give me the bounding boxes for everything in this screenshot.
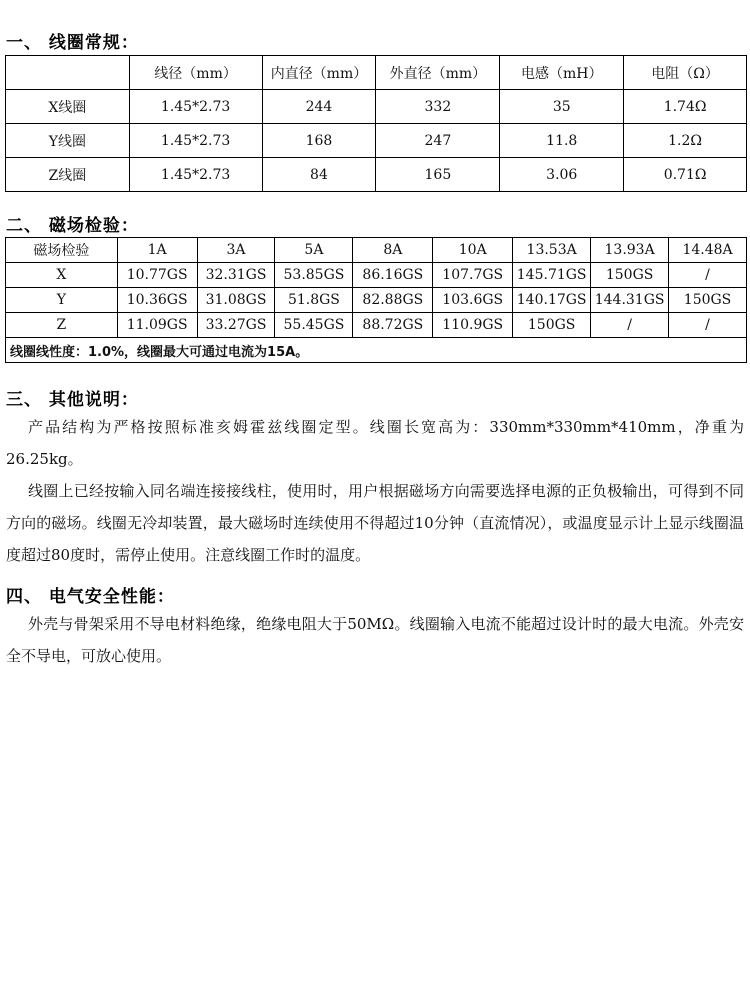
table-cell: 86.16GS: [353, 263, 433, 288]
table-cell: 1.74Ω: [624, 90, 747, 124]
section3-heading: 三、 其他说明：: [6, 390, 139, 410]
section4-paragraph-1: 外壳与骨架采用不导电材料绝缘，绝缘电阻大于50MΩ。线圈输入电流不能超过设计时的最大电流。外壳安全不导电，可放心使用。: [6, 615, 744, 665]
section1-heading: 一、 线圈常规：: [6, 33, 139, 53]
row-label-cell: X线圈: [6, 90, 130, 124]
linearity-note: 线圈线性度：1.0%，线圈最大可通过电流为15A。: [6, 338, 747, 363]
table-row: [6, 124, 747, 158]
header-cell: 13.53A: [513, 238, 591, 263]
table-cell: 11.8: [500, 124, 624, 158]
header-cell: 内直径（mm）: [262, 56, 376, 90]
row-label-cell: Z线圈: [6, 158, 130, 192]
table-row: [6, 263, 747, 288]
header-cell: [6, 56, 130, 90]
table-note-row: [6, 338, 747, 363]
table-cell: 35: [500, 90, 624, 124]
table-cell: 1.2Ω: [624, 124, 747, 158]
table-cell: 84: [262, 158, 376, 192]
table-cell: 0.71Ω: [624, 158, 747, 192]
header-cell: 磁场检验: [6, 238, 118, 263]
table-cell: 332: [376, 90, 500, 124]
table-cell: 3.06: [500, 158, 624, 192]
row-label-cell: X: [6, 263, 118, 288]
table-cell: 55.45GS: [275, 313, 353, 338]
table-cell: 140.17GS: [513, 288, 591, 313]
table-cell: 33.27GS: [197, 313, 275, 338]
coil-spec-table: [5, 55, 747, 192]
header-cell: 电阻（Ω）: [624, 56, 747, 90]
table-cell: 150GS: [513, 313, 591, 338]
header-cell: 8A: [353, 238, 433, 263]
table-cell: 31.08GS: [197, 288, 275, 313]
table-cell: /: [669, 313, 747, 338]
header-cell: 3A: [197, 238, 275, 263]
table-cell: 10.36GS: [117, 288, 197, 313]
header-cell: 14.48A: [669, 238, 747, 263]
header-cell: 1A: [117, 238, 197, 263]
table-cell: 110.9GS: [433, 313, 513, 338]
table-cell: /: [591, 313, 669, 338]
row-label-cell: Y线圈: [6, 124, 130, 158]
table-cell: 145.71GS: [513, 263, 591, 288]
section4-heading: 四、 电气安全性能：: [6, 587, 175, 607]
table-cell: 82.88GS: [353, 288, 433, 313]
table-cell: 103.6GS: [433, 288, 513, 313]
table-header-row: [6, 238, 747, 263]
table-cell: 10.77GS: [117, 263, 197, 288]
table-cell: 150GS: [669, 288, 747, 313]
header-cell: 10A: [433, 238, 513, 263]
table-cell: 168: [262, 124, 376, 158]
table-cell: 32.31GS: [197, 263, 275, 288]
table-row: [6, 158, 747, 192]
table-cell: 247: [376, 124, 500, 158]
table-cell: 51.8GS: [275, 288, 353, 313]
table-row: [6, 90, 747, 124]
table-cell: 1.45*2.73: [129, 90, 262, 124]
table-cell: 1.45*2.73: [129, 124, 262, 158]
table-cell: 11.09GS: [117, 313, 197, 338]
row-label-cell: Y: [6, 288, 118, 313]
section2-heading: 二、 磁场检验：: [6, 216, 139, 236]
table-cell: /: [669, 263, 747, 288]
table-row: [6, 313, 747, 338]
table-row: [6, 288, 747, 313]
header-cell: 13.93A: [591, 238, 669, 263]
table-header-row: [6, 56, 747, 90]
row-label-cell: Z: [6, 313, 118, 338]
section3-paragraph-1: 产品结构为严格按照标准亥姆霍兹线圈定型。线圈长宽高为：330mm*330mm*410mm，净重为26.25kg。: [6, 418, 744, 468]
table-cell: 244: [262, 90, 376, 124]
table-cell: 1.45*2.73: [129, 158, 262, 192]
table-cell: 144.31GS: [591, 288, 669, 313]
header-cell: 电感（mH）: [500, 56, 624, 90]
header-cell: 外直径（mm）: [376, 56, 500, 90]
table-cell: 107.7GS: [433, 263, 513, 288]
table-cell: 53.85GS: [275, 263, 353, 288]
table-cell: 150GS: [591, 263, 669, 288]
section3-paragraph-2: 线圈上已经按输入同名端连接接线柱，使用时，用户根据磁场方向需要选择电源的正负极输出，可得到不同方向的磁场。线圈无冷却装置，最大磁场时连续使用不得超过10分钟（直流情况），或温度显示计上显示线圈温度超过80度时，需停止使用。注意线圈工作时的温度。: [6, 482, 744, 564]
table-cell: 165: [376, 158, 500, 192]
table-cell: 88.72GS: [353, 313, 433, 338]
header-cell: 线径（mm）: [129, 56, 262, 90]
magnetic-field-table: [5, 237, 747, 363]
header-cell: 5A: [275, 238, 353, 263]
